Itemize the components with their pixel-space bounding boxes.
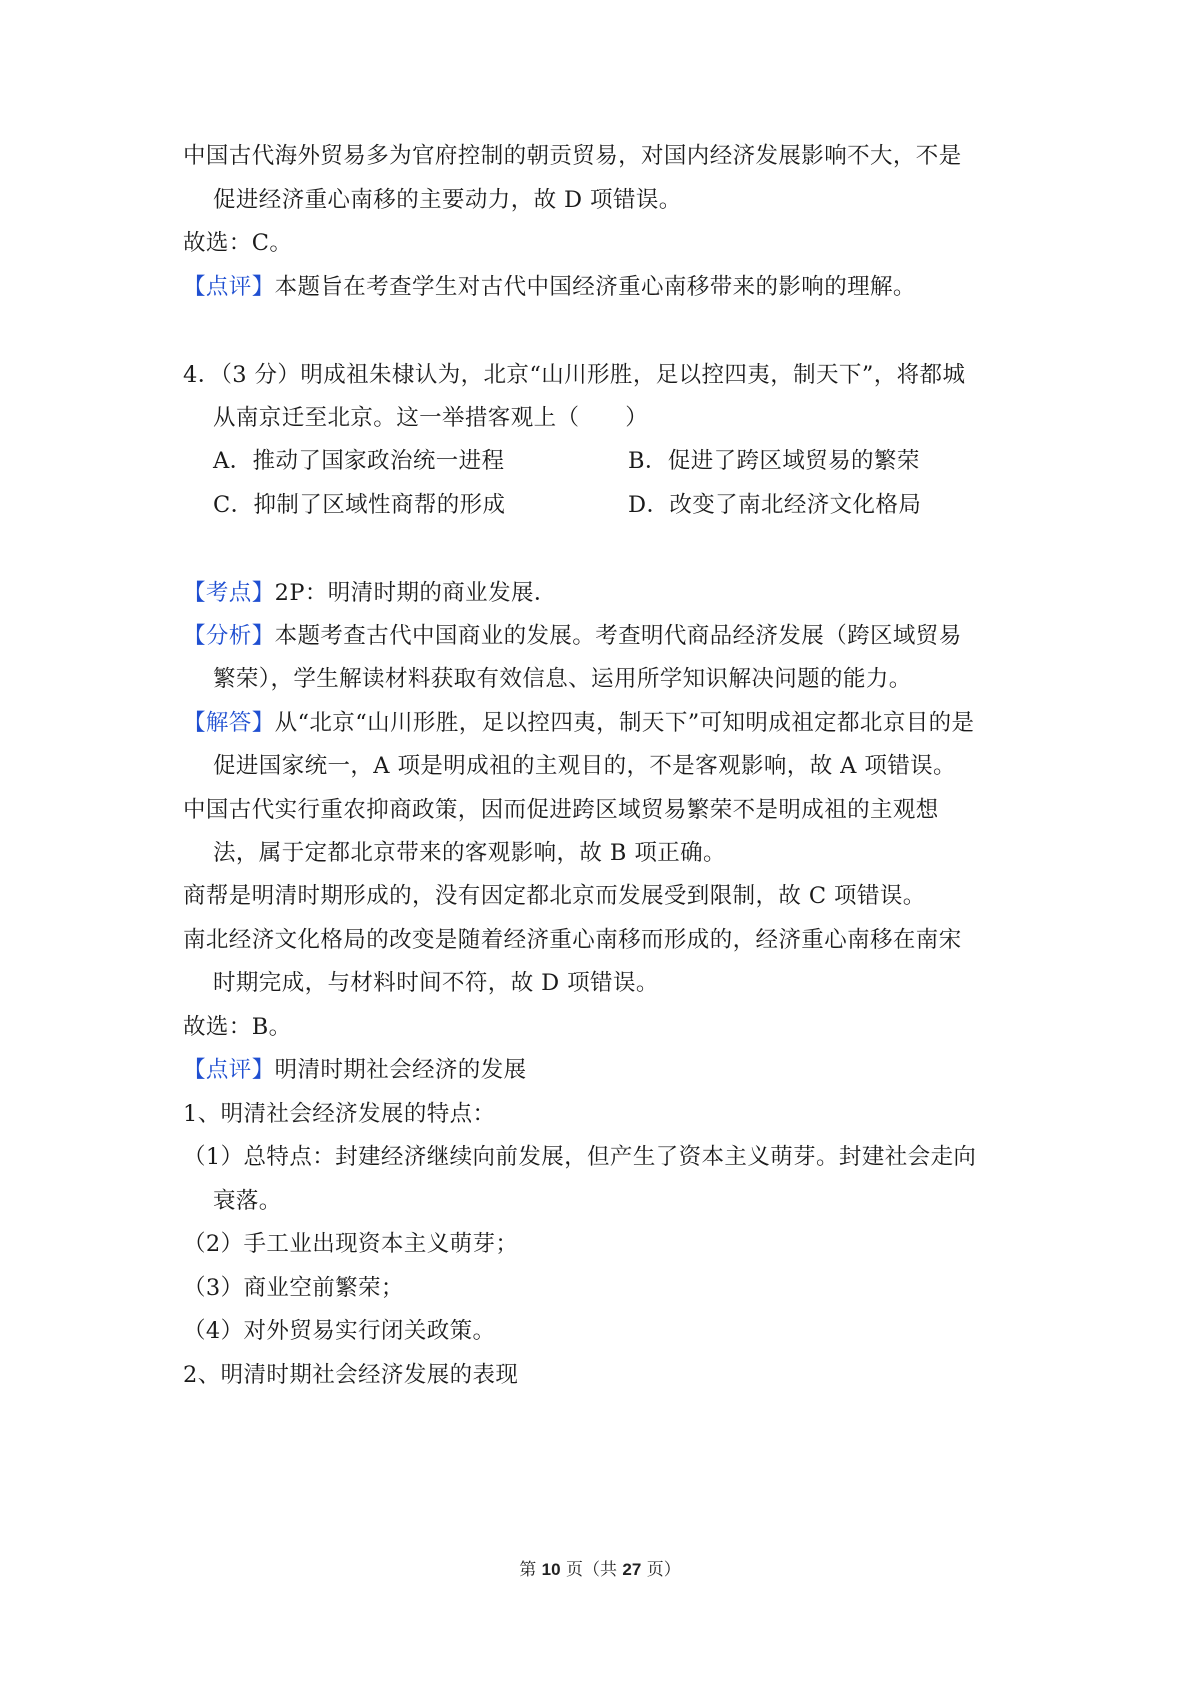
answer-line: 故选：C。: [183, 230, 293, 256]
footer-prefix: 第: [519, 1560, 542, 1580]
paragraph-line: 法，属于定都北京带来的客观影响，故 B 项正确。: [213, 840, 726, 866]
page-footer: [0, 1558, 1200, 1582]
comment-text: 明清时期社会经济的发展: [274, 1057, 527, 1083]
footer-middle: 页（共: [560, 1560, 623, 1580]
option-a: A．推动了国家政治统一进程: [213, 448, 505, 474]
comment-tag: 【点评】: [183, 1057, 275, 1083]
jieda-line-cont: 促进国家统一，A 项是明成祖的主观目的，不是客观影响，故 A 项错误。: [213, 753, 956, 779]
page-total: 27: [622, 1560, 642, 1579]
list-item: 1、明清社会经济发展的特点：: [183, 1101, 496, 1127]
comment-line: [183, 272, 916, 302]
question-stem: 4．（3 分）明成祖朱棣认为，北京“山川形胜，足以控四夷，制天下”，将都城: [183, 362, 966, 388]
answer-line: 故选：B。: [183, 1014, 292, 1040]
list-item: 2、明清时期社会经济发展的表现: [183, 1362, 519, 1388]
comment-tag: 【点评】: [183, 274, 275, 300]
option-d: D．改变了南北经济文化格局: [628, 492, 922, 518]
jieda-tag: 【解答】: [183, 710, 275, 736]
page-number: 10: [541, 1560, 561, 1579]
question-stem-cont: 从南京迁至北京。这一举措客观上（ ）: [213, 405, 649, 431]
option-b: B．促进了跨区域贸易的繁荣: [628, 448, 920, 474]
fenxi-line-cont: 繁荣），学生解读材料获取有效信息、运用所学知识解决问题的能力。: [213, 666, 912, 692]
paragraph-line: 中国古代海外贸易多为官府控制的朝贡贸易，对国内经济发展影响不大，不是: [183, 143, 962, 169]
list-subitem: （1）总特点：封建经济继续向前发展，但产生了资本主义萌芽。封建社会走向: [183, 1144, 977, 1170]
fenxi-line: [183, 621, 962, 651]
jieda-line: [183, 708, 974, 738]
kaodian-tag: 【考点】: [183, 580, 275, 606]
paragraph-line: 中国古代实行重农抑商政策，因而促进跨区域贸易繁荣不是明成祖的主观想: [183, 797, 939, 823]
fenxi-text: 本题考查古代中国商业的发展。考查明代商品经济发展（跨区域贸易: [274, 623, 962, 649]
jieda-text: 从“北京“山川形胜，足以控四夷，制天下”可知明成祖定都北京目的是: [274, 710, 975, 736]
footer-suffix: 页）: [641, 1560, 681, 1580]
list-subitem: （4）对外贸易实行闭关政策。: [183, 1318, 496, 1344]
comment-text: 本题旨在考查学生对古代中国经济重心南移带来的影响的理解。: [274, 274, 916, 300]
paragraph-line: 促进经济重心南移的主要动力，故 D 项错误。: [213, 187, 682, 213]
kaodian-line: [183, 578, 557, 608]
kaodian-text: 2P：明清时期的商业发展．: [274, 580, 557, 606]
paragraph-line: 南北经济文化格局的改变是随着经济重心南移而形成的，经济重心南移在南宋: [183, 927, 962, 953]
list-subitem: （3）商业空前繁荣；: [183, 1275, 404, 1301]
paragraph-line: 商帮是明清时期形成的，没有因定都北京而发展受到限制，故 C 项错误。: [183, 883, 926, 909]
paragraph-line: 时期完成，与材料时间不符，故 D 项错误。: [213, 970, 659, 996]
list-subitem: （2）手工业出现资本主义萌芽；: [183, 1231, 519, 1257]
list-subitem-cont: 衰落。: [213, 1188, 282, 1214]
option-c: C．抑制了区域性商帮的形成: [213, 492, 506, 518]
fenxi-tag: 【分析】: [183, 623, 275, 649]
comment-line: [183, 1055, 527, 1085]
